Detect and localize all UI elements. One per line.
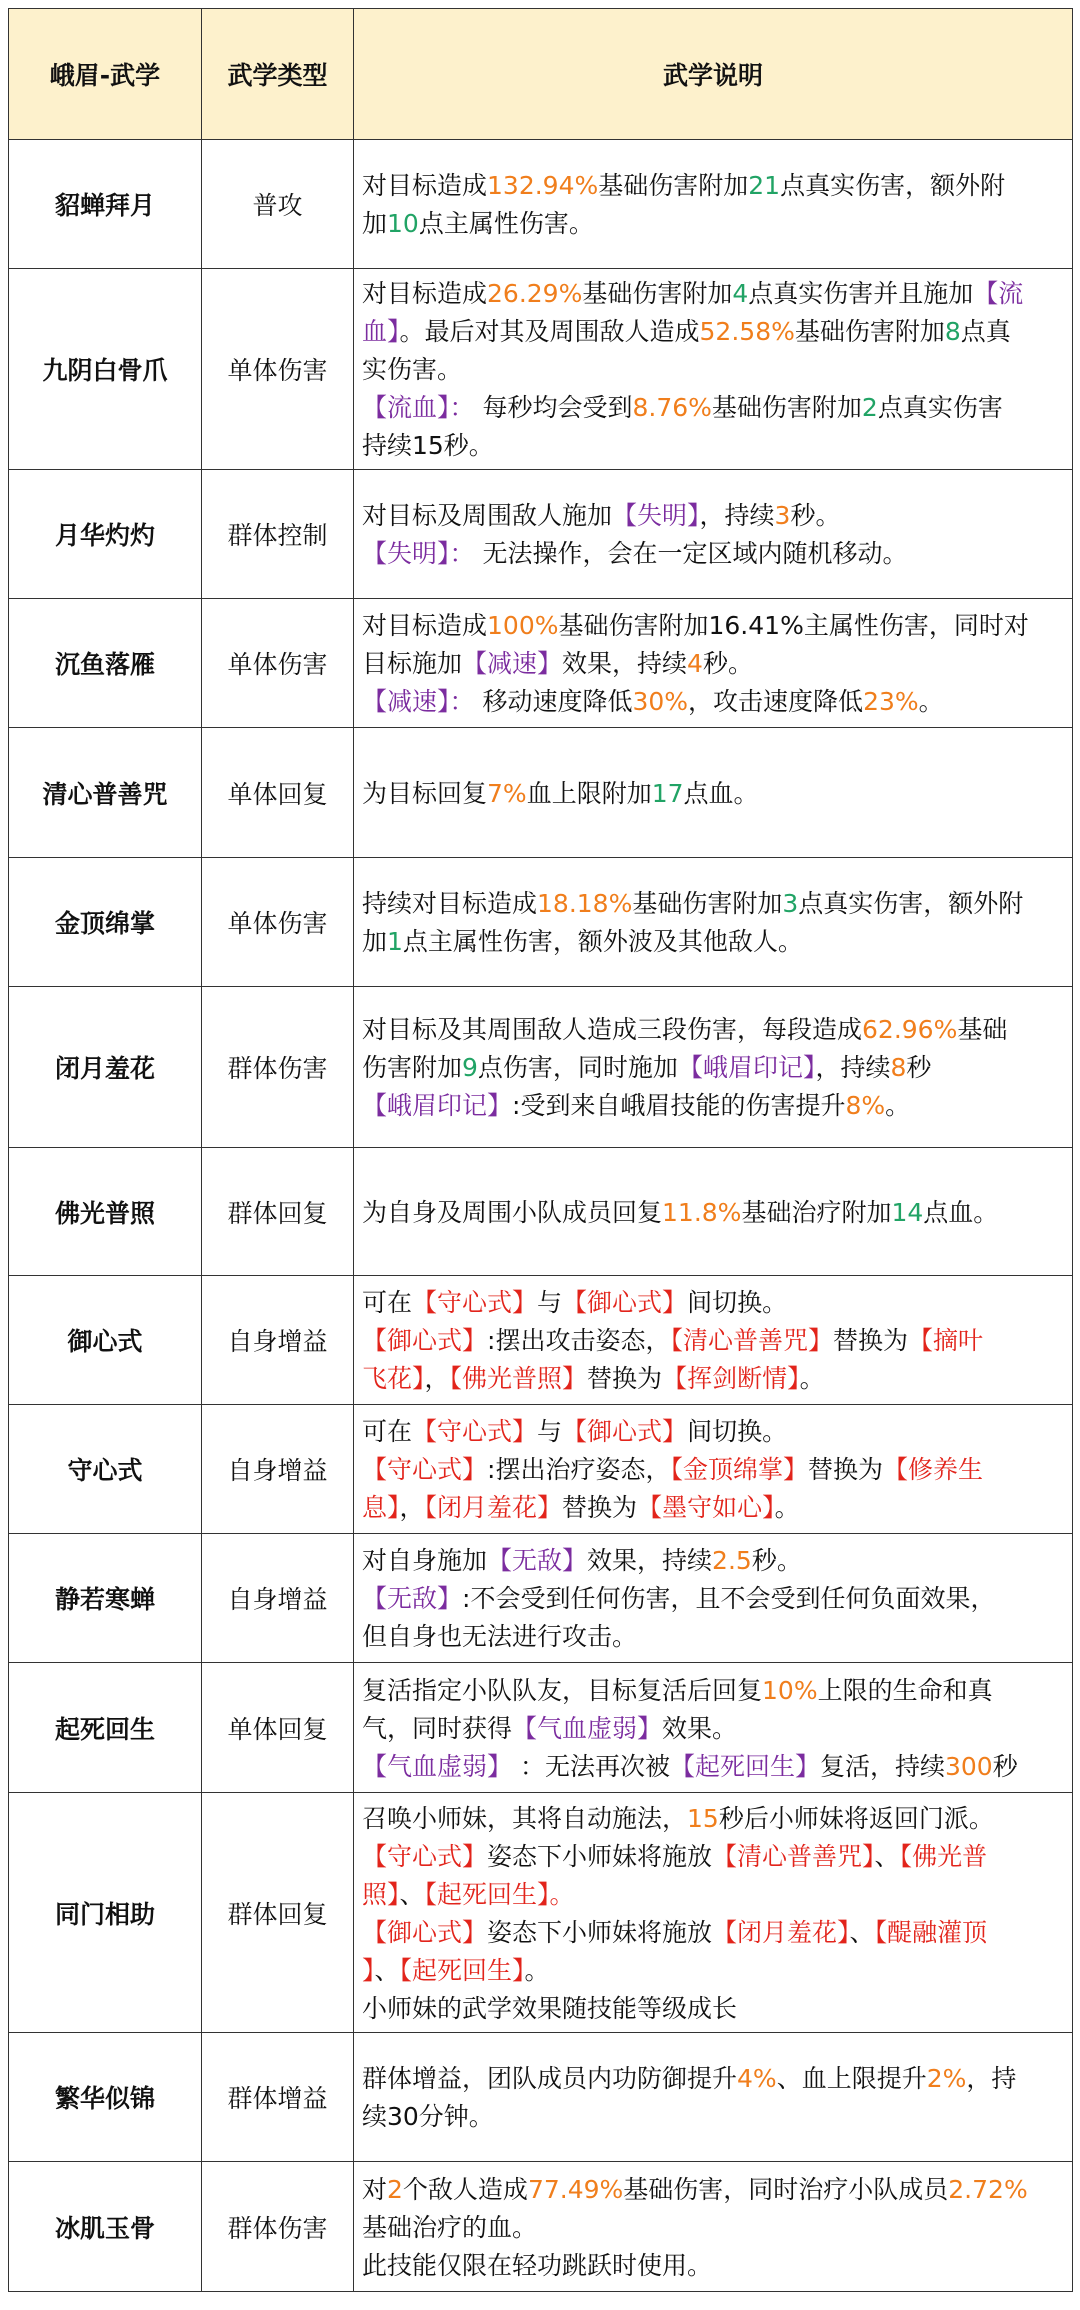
- description-line: [362, 1011, 1064, 1049]
- header-skill: 峨眉-武学: [9, 9, 202, 140]
- description-segment: 点伤害，同时施加: [477, 1053, 678, 1082]
- description-segment: 【御心式】: [362, 1326, 488, 1355]
- description-segment: 对目标造成: [362, 171, 488, 200]
- description-segment: 4: [732, 279, 749, 308]
- description-segment: 【起死回生】: [399, 1955, 525, 1985]
- table-row: [9, 987, 1073, 1148]
- description-segment: 【守心式】: [412, 1288, 538, 1317]
- description-segment: 点血。: [923, 1197, 999, 1227]
- description-line: [362, 923, 1064, 961]
- description-segment: 复活指定小队队友，目标复活后回复: [362, 1675, 763, 1705]
- description-segment: 个敌人造成: [402, 2174, 528, 2204]
- description-line: [362, 2060, 1064, 2098]
- description-line: [362, 1284, 1064, 1322]
- description-segment: 【金顶绵掌】: [670, 1455, 808, 1484]
- description-segment: 、: [874, 1841, 900, 1871]
- description-segment: 2.5: [712, 1546, 752, 1575]
- description-segment: ，攻击速度降低: [688, 687, 864, 716]
- description-segment: 8.76%: [632, 393, 712, 422]
- description-segment: 21: [748, 171, 781, 200]
- description-segment: 2.72%: [948, 2174, 1028, 2204]
- table-row: [9, 1405, 1073, 1534]
- description-line: [362, 683, 1064, 721]
- description-segment: 【御心式】: [362, 1917, 488, 1947]
- description-segment: 17: [651, 778, 684, 808]
- description-segment: 秒。: [702, 649, 753, 678]
- description-segment: 息】: [362, 1493, 400, 1522]
- description-segment: :不会受到任何伤害，且不会受到任何负面效果，: [462, 1584, 996, 1613]
- description-line: [362, 775, 1064, 813]
- description-segment: 【失明】：: [362, 539, 475, 568]
- description-line: [362, 1489, 1064, 1527]
- description-segment: 姿态下小师妹将施放: [487, 1841, 713, 1871]
- skill-type: 自身增益: [202, 1405, 354, 1534]
- description-segment: 【起死回生】。: [424, 1879, 575, 1909]
- description-line: [362, 427, 1064, 465]
- description-line: [362, 1748, 1064, 1786]
- description-segment: 。: [918, 687, 944, 716]
- table-row: [9, 1793, 1073, 2033]
- description-segment: 点真实伤害: [877, 393, 1003, 422]
- description-segment: 移动速度降低: [474, 687, 633, 716]
- skill-name: 御心式: [9, 1276, 202, 1405]
- table-row: [9, 1276, 1073, 1405]
- description-segment: 秒: [906, 1053, 932, 1082]
- description-segment: 对目标造成: [362, 279, 488, 308]
- description-segment: ：无法再次被: [512, 1751, 670, 1781]
- description-segment: 8: [890, 1053, 907, 1082]
- skill-type: 群体回复: [202, 1148, 354, 1276]
- description-segment: 。: [799, 1364, 825, 1393]
- skill-description: [354, 858, 1073, 987]
- skill-description: [354, 1663, 1073, 1793]
- description-segment: 】: [362, 1955, 375, 1985]
- description-segment: 基础伤害附加: [711, 393, 862, 422]
- skill-name: 貂蝉拜月: [9, 140, 202, 269]
- description-segment: 62.96%: [862, 1015, 958, 1044]
- skill-description: [354, 140, 1073, 269]
- skill-description: [354, 1276, 1073, 1405]
- description-line: [362, 313, 1064, 351]
- description-segment: 【无敌】: [487, 1546, 588, 1575]
- description-segment: 召唤小师妹，其将自动施法，: [362, 1803, 688, 1833]
- header-row: [9, 9, 1073, 140]
- description-segment: 间切换。: [687, 1417, 788, 1446]
- description-segment: 伤害附加: [362, 1053, 463, 1082]
- description-segment: 秒。: [751, 1546, 802, 1575]
- description-segment: 持续对目标造成: [362, 889, 538, 918]
- description-segment: 加: [362, 927, 388, 956]
- description-line: [362, 205, 1064, 243]
- description-segment: 秒。: [790, 501, 841, 530]
- skill-description: [354, 728, 1073, 858]
- description-segment: 【气血虚弱】: [362, 1751, 513, 1781]
- description-segment: 4%: [737, 2064, 777, 2093]
- table-row: [9, 599, 1073, 728]
- description-segment: 132.94%: [487, 171, 599, 200]
- table-row: [9, 470, 1073, 599]
- description-segment: 8%: [845, 1091, 886, 1120]
- table-row: [9, 1534, 1073, 1663]
- description-segment: 基础伤害，同时治疗小队成员: [623, 2174, 949, 2204]
- description-segment: 。: [524, 1955, 550, 1985]
- description-segment: 飞花】: [362, 1364, 425, 1393]
- description-segment: 与: [537, 1417, 563, 1446]
- skill-name: 冰肌玉骨: [9, 2162, 202, 2292]
- description-segment: 替换为: [587, 1364, 663, 1393]
- description-segment: 77.49%: [527, 2174, 624, 2204]
- description-segment: 基础治疗附加: [741, 1197, 892, 1227]
- description-segment: 100%: [487, 611, 559, 640]
- description-segment: 。: [885, 1091, 911, 1120]
- description-segment: 点主属性伤害。: [418, 209, 594, 238]
- description-segment: 15: [687, 1803, 719, 1833]
- description-segment: 基础伤害附加: [582, 279, 733, 308]
- description-segment: 点真实伤害并且施加: [748, 279, 974, 308]
- description-segment: 300: [945, 1751, 993, 1781]
- table-row: [9, 728, 1073, 858]
- description-line: [362, 607, 1064, 645]
- description-segment: ，持续: [815, 1053, 891, 1082]
- skill-description: [354, 269, 1073, 470]
- description-segment: 、: [399, 1879, 425, 1909]
- description-segment: 基础治疗的血。: [362, 2212, 538, 2242]
- description-segment: 气，同时获得: [362, 1713, 513, 1743]
- description-segment: 【御心式】: [562, 1288, 688, 1317]
- table-row: [9, 2162, 1073, 2292]
- skill-description: [354, 1148, 1073, 1276]
- skill-name: 九阴白骨爪: [9, 269, 202, 470]
- description-line: [362, 1451, 1064, 1489]
- description-segment: 复活，持续: [819, 1751, 945, 1781]
- description-segment: 9: [462, 1053, 478, 1082]
- description-segment: 目标施加: [362, 649, 463, 678]
- skill-type: 单体伤害: [202, 269, 354, 470]
- description-line: [362, 2171, 1064, 2209]
- description-segment: 【峨眉印记】: [362, 1091, 513, 1120]
- description-line: [362, 1876, 1064, 1914]
- description-line: [362, 275, 1064, 313]
- description-segment: 效果，持续: [587, 1546, 713, 1575]
- description-segment: 14: [891, 1197, 924, 1227]
- description-segment: 【减速】：: [362, 687, 475, 716]
- description-segment: 每秒均会受到: [474, 393, 633, 422]
- description-segment: 18.18%: [537, 889, 633, 918]
- description-segment: 点血。: [683, 778, 759, 808]
- description-segment: 点真实伤害，额外附: [780, 171, 1006, 200]
- description-line: [362, 1360, 1064, 1398]
- description-segment: 【清心普善咒】: [712, 1841, 875, 1871]
- description-line: [362, 1087, 1064, 1125]
- skill-description: [354, 2162, 1073, 2292]
- description-segment: 、血上限提升: [776, 2064, 927, 2093]
- description-segment: ，: [424, 1364, 450, 1393]
- description-segment: 替换为: [562, 1493, 638, 1522]
- description-segment: 2: [387, 2174, 403, 2204]
- description-segment: 此技能仅限在轻功跳跃时使用。: [362, 2250, 713, 2280]
- description-segment: 无法操作，会在一定区域内随机移动。: [474, 539, 908, 568]
- description-segment: 可在: [362, 1288, 413, 1317]
- table-row: [9, 1148, 1073, 1276]
- description-segment: ，持: [966, 2064, 1017, 2093]
- skill-name: 同门相助: [9, 1793, 202, 2033]
- skill-description: [354, 599, 1073, 728]
- description-segment: 【摘叶: [907, 1326, 983, 1355]
- description-segment: 【佛光普照】: [449, 1364, 588, 1393]
- skill-description: [354, 1534, 1073, 1663]
- description-line: [362, 389, 1064, 427]
- description-line: [362, 535, 1064, 573]
- description-segment: ，: [399, 1493, 425, 1522]
- skill-type: 普攻: [202, 140, 354, 269]
- description-line: [362, 1838, 1064, 1876]
- description-line: [362, 1542, 1064, 1580]
- description-segment: 姿态下小师妹将施放: [487, 1917, 713, 1947]
- header-type: 武学类型: [202, 9, 354, 140]
- description-segment: 间切换。: [687, 1288, 788, 1317]
- description-segment: 52.58%: [699, 317, 795, 346]
- description-segment: 【减速】: [462, 649, 563, 678]
- skill-name: 佛光普照: [9, 1148, 202, 1276]
- description-segment: 对目标造成: [362, 611, 488, 640]
- description-segment: 3: [774, 501, 791, 530]
- skill-type: 单体回复: [202, 728, 354, 858]
- description-segment: 血上限附加: [526, 778, 652, 808]
- description-line: [362, 2247, 1064, 2285]
- description-segment: 。最后对其及周围敌人造成: [399, 317, 700, 346]
- description-line: [362, 1952, 1064, 1990]
- table-row: [9, 140, 1073, 269]
- description-segment: 【墨守如心】: [637, 1493, 775, 1522]
- description-segment: 【无敌】: [362, 1584, 463, 1613]
- description-line: [362, 1914, 1064, 1952]
- skill-description: [354, 1405, 1073, 1534]
- description-segment: 3: [782, 889, 799, 918]
- table-row: [9, 858, 1073, 987]
- description-segment: 基础伤害附加: [632, 889, 783, 918]
- description-segment: 对目标及周围敌人施加: [362, 501, 613, 530]
- description-segment: 【守心式】: [362, 1841, 488, 1871]
- description-segment: 基础伤害附加: [794, 317, 945, 346]
- description-segment: 实伤害。: [362, 355, 463, 384]
- skill-type: 群体伤害: [202, 987, 354, 1148]
- skill-name: 月华灼灼: [9, 470, 202, 599]
- description-segment: 基础: [957, 1015, 1008, 1044]
- description-segment: 【峨眉印记】: [677, 1053, 816, 1082]
- description-segment: 【挥剑断情】: [662, 1364, 800, 1393]
- description-segment: 【气血虚弱】: [512, 1713, 663, 1743]
- description-segment: 【流血】：: [362, 393, 475, 422]
- description-line: [362, 351, 1064, 389]
- description-segment: 【修养生: [882, 1455, 983, 1484]
- description-line: [362, 1990, 1064, 2028]
- description-segment: 秒后小师妹将返回门派。: [718, 1803, 994, 1833]
- description-line: [362, 1322, 1064, 1360]
- description-segment: 【醍融灌顶: [874, 1917, 988, 1947]
- description-segment: 加: [362, 209, 388, 238]
- description-segment: 7%: [487, 778, 527, 808]
- description-line: [362, 1194, 1064, 1232]
- description-segment: 照】: [362, 1879, 400, 1909]
- description-segment: 为目标回复: [362, 778, 488, 808]
- skill-name: 守心式: [9, 1405, 202, 1534]
- description-segment: 【佛光普: [899, 1841, 988, 1871]
- description-segment: 【失明】: [612, 501, 700, 530]
- description-segment: 【流: [973, 279, 1024, 308]
- skill-description: [354, 1793, 1073, 2033]
- description-segment: 为自身及周围小队成员回复: [362, 1197, 663, 1227]
- description-segment: 点主属性伤害，额外波及其他敌人。: [402, 927, 803, 956]
- table-row: [9, 2033, 1073, 2162]
- description-segment: :摆出治疗姿态，: [487, 1455, 671, 1484]
- description-line: [362, 1580, 1064, 1618]
- description-segment: 但自身也无法进行攻击。: [362, 1622, 638, 1651]
- description-line: [362, 645, 1064, 683]
- description-line: [362, 497, 1064, 535]
- skill-name: 金顶绵掌: [9, 858, 202, 987]
- skill-type: 群体回复: [202, 1793, 354, 2033]
- table-row: [9, 269, 1073, 470]
- description-segment: 、: [374, 1955, 400, 1985]
- description-segment: 【御心式】: [562, 1417, 688, 1446]
- description-line: [362, 1800, 1064, 1838]
- description-segment: 【闭月羞花】: [424, 1493, 563, 1522]
- description-segment: 效果，持续: [562, 649, 688, 678]
- description-segment: 8: [944, 317, 961, 346]
- skill-type: 单体伤害: [202, 599, 354, 728]
- description-segment: 【闭月羞花】: [712, 1917, 850, 1947]
- description-segment: 30%: [632, 687, 689, 716]
- skill-table: [8, 8, 1073, 2292]
- description-segment: 10%: [762, 1675, 818, 1705]
- skill-type: 单体伤害: [202, 858, 354, 987]
- description-segment: :摆出攻击姿态，: [487, 1326, 671, 1355]
- description-segment: 替换为: [807, 1455, 883, 1484]
- description-segment: 秒: [992, 1751, 1018, 1781]
- description-segment: 小师妹的武学效果随技能等级成长: [362, 1993, 738, 2023]
- description-line: [362, 1618, 1064, 1656]
- skill-type: 单体回复: [202, 1663, 354, 1793]
- skill-type: 群体增益: [202, 2033, 354, 2162]
- skill-description: [354, 2033, 1073, 2162]
- description-line: [362, 1413, 1064, 1451]
- description-segment: 基础伤害附加: [598, 171, 749, 200]
- description-segment: 基础伤害附加16.41%主属性伤害，同时对: [558, 611, 1029, 640]
- description-segment: 23%: [863, 687, 919, 716]
- skill-name: 闭月羞花: [9, 987, 202, 1148]
- description-segment: 26.29%: [487, 279, 583, 308]
- skill-description: [354, 987, 1073, 1148]
- description-line: [362, 885, 1064, 923]
- skill-name: 起死回生: [9, 1663, 202, 1793]
- description-segment: 血】: [362, 317, 400, 346]
- description-segment: 1: [387, 927, 403, 956]
- description-segment: 【清心普善咒】: [670, 1326, 833, 1355]
- description-segment: 效果。: [662, 1713, 738, 1743]
- skill-type: 群体控制: [202, 470, 354, 599]
- description-segment: 、: [849, 1917, 875, 1947]
- description-segment: 与: [537, 1288, 563, 1317]
- description-segment: 群体增益，团队成员内功防御提升: [362, 2064, 738, 2093]
- description-segment: 替换为: [832, 1326, 908, 1355]
- description-line: [362, 2098, 1064, 2136]
- description-segment: 11.8%: [662, 1197, 742, 1227]
- description-segment: 可在: [362, 1417, 413, 1446]
- description-segment: 对自身施加: [362, 1546, 488, 1575]
- description-segment: 【起死回生】: [669, 1751, 820, 1781]
- description-segment: :受到来自峨眉技能的伤害提升: [512, 1091, 846, 1120]
- header-desc: 武学说明: [354, 9, 1073, 140]
- description-segment: 对: [362, 2174, 388, 2204]
- description-segment: 上限的生命和真: [817, 1675, 993, 1705]
- skill-description: [354, 470, 1073, 599]
- description-line: [362, 1710, 1064, 1748]
- description-segment: 10: [387, 209, 419, 238]
- skill-type: 自身增益: [202, 1534, 354, 1663]
- description-segment: 【守心式】: [412, 1417, 538, 1446]
- description-line: [362, 1049, 1064, 1087]
- table-row: [9, 1663, 1073, 1793]
- description-line: [362, 167, 1064, 205]
- description-segment: 。: [774, 1493, 800, 1522]
- skill-name: 清心普善咒: [9, 728, 202, 858]
- skill-name: 静若寒蝉: [9, 1534, 202, 1663]
- description-segment: 【守心式】: [362, 1455, 488, 1484]
- skill-name: 繁华似锦: [9, 2033, 202, 2162]
- skill-type: 群体伤害: [202, 2162, 354, 2292]
- description-segment: 2: [861, 393, 878, 422]
- description-line: [362, 2209, 1064, 2247]
- description-segment: 持续15秒。: [362, 431, 494, 460]
- description-line: [362, 1672, 1064, 1710]
- description-segment: 4: [687, 649, 703, 678]
- description-segment: 对目标及其周围敌人造成三段伤害，每段造成: [362, 1015, 863, 1044]
- skill-name: 沉鱼落雁: [9, 599, 202, 728]
- description-segment: ，持续: [699, 501, 775, 530]
- description-segment: 点真实伤害，额外附: [798, 889, 1024, 918]
- description-segment: 续30分钟。: [362, 2102, 494, 2131]
- skill-type: 自身增益: [202, 1276, 354, 1405]
- description-segment: 点真: [960, 317, 1011, 346]
- description-segment: 2%: [926, 2064, 967, 2093]
